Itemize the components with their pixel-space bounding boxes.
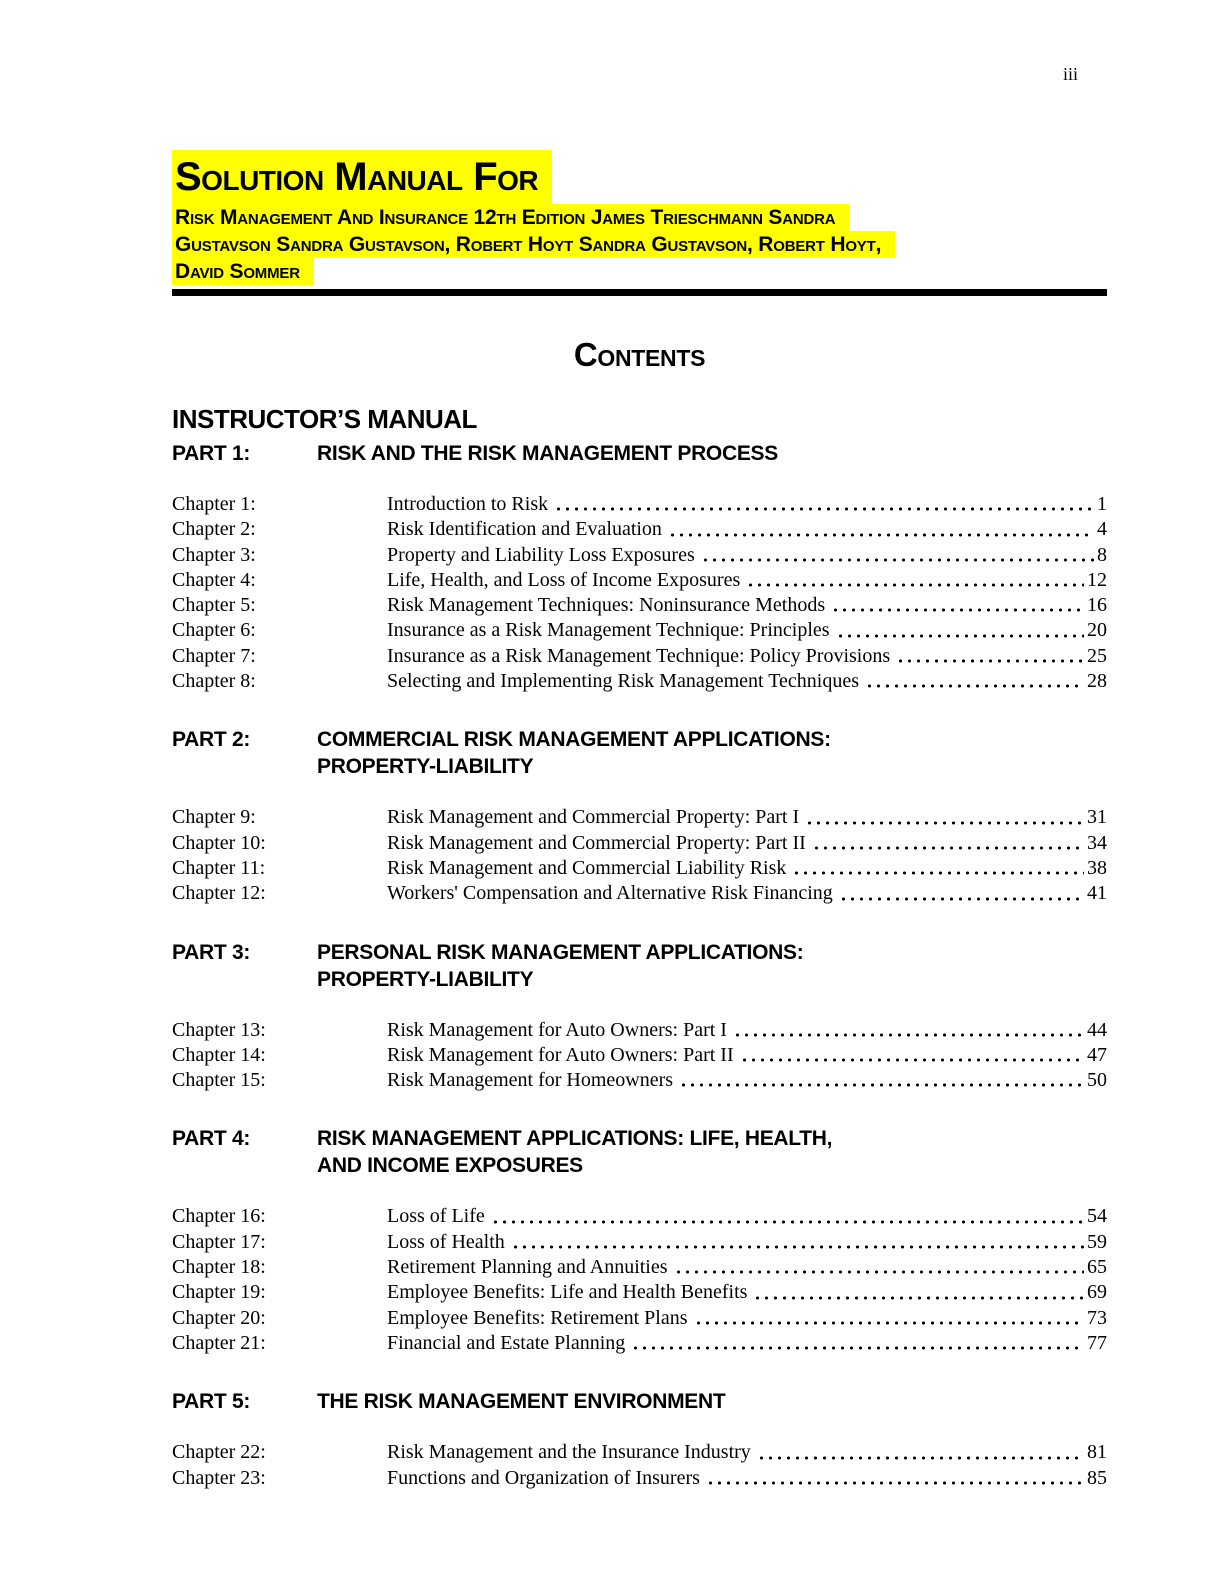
dot-leader [740, 1043, 1084, 1068]
chapter-label: Chapter 20: [172, 1306, 266, 1329]
part-heading [172, 440, 1107, 467]
chapter-label: Chapter 5: [172, 594, 256, 617]
header-divider [172, 289, 1107, 296]
part-label: PART 2: [172, 728, 251, 752]
chapter-page: 69 [1087, 1281, 1107, 1304]
part-title-line: RISK AND THE RISK MANAGEMENT PROCESS [317, 442, 778, 465]
chapter-list [172, 1018, 1107, 1094]
chapter-title: Loss of Health [387, 1230, 505, 1253]
toc-part-4 [172, 1125, 1107, 1356]
chapter-page: 59 [1087, 1230, 1107, 1253]
part-label: PART 1: [172, 442, 251, 465]
toc-entry [172, 1280, 1107, 1305]
toc-entry [172, 1306, 1107, 1331]
chapter-page: 38 [1087, 856, 1107, 879]
chapter-page: 77 [1087, 1331, 1107, 1354]
toc-entry [172, 568, 1107, 593]
chapter-title: Risk Management and Commercial Liability Risk [387, 856, 787, 879]
part-heading [172, 939, 1107, 993]
toc-entry [172, 1018, 1107, 1043]
chapter-label: Chapter 6: [172, 619, 256, 642]
dot-leader [831, 593, 1084, 618]
chapter-page: 4 [1097, 518, 1107, 541]
chapter-label: Chapter 4: [172, 568, 256, 591]
chapter-list [172, 492, 1107, 694]
chapter-page: 41 [1087, 882, 1107, 905]
chapter-label: Chapter 10: [172, 831, 266, 854]
chapter-title: Risk Management for Homeowners [387, 1069, 674, 1092]
chapter-label: Chapter 17: [172, 1230, 266, 1253]
chapter-title: Employee Benefits: Retirement Plans [387, 1306, 688, 1329]
part-title-line: THE RISK MANAGEMENT ENVIRONMENT [317, 1390, 726, 1414]
dot-leader [746, 568, 1084, 593]
part-label: PART 4: [172, 1127, 251, 1151]
chapter-page: 1 [1097, 493, 1107, 515]
chapter-title: Insurance as a Risk Management Technique: Principles [387, 619, 830, 642]
chapter-title: Risk Management Techniques: Noninsurance Methods [387, 594, 826, 617]
dot-leader [896, 644, 1084, 669]
chapter-label: Chapter 19: [172, 1281, 266, 1304]
part-title-line: PERSONAL RISK MANAGEMENT APPLICATIONS: [317, 940, 804, 964]
chapter-label: Chapter 3: [172, 543, 256, 566]
toc-entry [172, 593, 1107, 618]
toc-entry [172, 1204, 1107, 1229]
chapter-label: Chapter 16: [172, 1205, 266, 1228]
toc-entry [172, 1466, 1107, 1491]
chapter-page: 28 [1087, 670, 1107, 693]
chapter-page: 73 [1087, 1306, 1107, 1329]
chapter-title: Financial and Estate Planning [387, 1331, 626, 1354]
chapter-label: Chapter 13: [172, 1018, 266, 1041]
document-title-row [172, 150, 1107, 204]
toc-part-2 [172, 726, 1107, 906]
toc-entry [172, 856, 1107, 881]
chapter-label: Chapter 21: [172, 1331, 266, 1354]
chapter-label: Chapter 9: [172, 806, 256, 829]
dot-leader [694, 1306, 1085, 1331]
dot-leader [805, 805, 1084, 830]
dot-leader [733, 1018, 1084, 1043]
part-title-line: AND INCOME EXPOSURES [317, 1154, 583, 1178]
chapter-title: Workers' Compensation and Alternative Risk Financing [387, 882, 833, 905]
chapter-label: Chapter 14: [172, 1043, 266, 1066]
dot-leader [706, 1466, 1084, 1491]
dot-leader [701, 543, 1094, 568]
chapter-list [172, 1204, 1107, 1356]
dot-leader [554, 492, 1094, 517]
dot-leader [792, 856, 1084, 881]
toc-entry [172, 881, 1107, 906]
chapter-title: Risk Identification and Evaluation [387, 518, 662, 541]
dot-leader [757, 1440, 1084, 1465]
table-of-contents [172, 336, 1107, 1491]
document-subtitle-line: Risk Management And Insurance 12th Edition James Trieschmann Sandra [172, 204, 849, 231]
chapter-page: 31 [1087, 806, 1107, 829]
dot-leader [491, 1204, 1084, 1229]
dot-leader [836, 618, 1084, 643]
chapter-title: Risk Management for Auto Owners: Part I [387, 1018, 727, 1041]
chapter-title: Insurance as a Risk Management Technique: Policy Provisions [387, 644, 891, 667]
chapter-list [172, 1440, 1107, 1491]
dot-leader [753, 1280, 1084, 1305]
instructors-manual-heading: INSTRUCTOR’S MANUAL [172, 404, 477, 434]
chapter-title: Employee Benefits: Life and Health Benefits [387, 1281, 748, 1304]
toc-entry [172, 1331, 1107, 1356]
toc-part-5 [172, 1388, 1107, 1491]
chapter-page: 50 [1087, 1069, 1107, 1092]
chapter-label: Chapter 8: [172, 670, 256, 693]
part-title [317, 726, 831, 780]
contents-heading: Contents [573, 336, 706, 373]
chapter-title: Property and Liability Loss Exposures [387, 543, 695, 566]
document-title: Solution Manual For [172, 150, 552, 204]
part-title-line: PROPERTY-LIABILITY [317, 967, 534, 991]
chapter-label: Chapter 2: [172, 518, 256, 541]
chapter-title: Risk Management and Commercial Property: Part II [387, 831, 806, 854]
part-heading [172, 1388, 1107, 1415]
chapter-label: Chapter 15: [172, 1069, 266, 1092]
part-title-line: PROPERTY-LIABILITY [317, 755, 534, 779]
toc-entry [172, 618, 1107, 643]
chapter-label: Chapter 18: [172, 1256, 266, 1279]
chapter-label: Chapter 11: [172, 856, 266, 879]
toc-entry [172, 644, 1107, 669]
chapter-page: 54 [1087, 1205, 1107, 1228]
chapter-label: Chapter 7: [172, 644, 256, 667]
toc-entry [172, 1068, 1107, 1093]
chapter-page: 47 [1087, 1043, 1107, 1066]
chapter-label: Chapter 23: [172, 1466, 266, 1489]
chapter-page: 25 [1087, 644, 1107, 667]
toc-entry [172, 669, 1107, 694]
chapter-page: 85 [1087, 1466, 1107, 1489]
part-title [317, 1125, 832, 1179]
toc-entry [172, 543, 1107, 568]
chapter-title: Functions and Organization of Insurers [387, 1466, 700, 1489]
toc-entry [172, 1230, 1107, 1255]
document-subtitle-line: David Sommer [172, 258, 314, 285]
chapter-label: Chapter 22: [172, 1441, 266, 1464]
part-title [317, 440, 778, 467]
toc-part-1 [172, 440, 1107, 694]
document-subtitle-line: Gustavson Sandra Gustavson, Robert Hoyt Sandra Gustavson, Robert Hoyt, [172, 231, 895, 258]
toc-entry [172, 1043, 1107, 1068]
part-title-line: COMMERCIAL RISK MANAGEMENT APPLICATIONS: [317, 728, 831, 752]
chapter-list [172, 805, 1107, 906]
part-label: PART 5: [172, 1390, 251, 1414]
dot-leader [631, 1331, 1084, 1356]
chapter-title: Introduction to Risk [387, 493, 549, 515]
part-title-line: RISK MANAGEMENT APPLICATIONS: LIFE, HEALTH, [317, 1127, 833, 1151]
dot-leader [679, 1068, 1084, 1093]
chapter-title: Selecting and Implementing Risk Management Techniques [387, 670, 860, 693]
page-number: iii [1062, 64, 1078, 84]
toc-entry [172, 831, 1107, 856]
chapter-label: Chapter 12: [172, 882, 266, 905]
chapter-title: Retirement Planning and Annuities [387, 1256, 668, 1279]
chapter-title: Risk Management and Commercial Property: Part I [387, 806, 800, 829]
part-label: PART 3: [172, 940, 251, 964]
toc-entry [172, 805, 1107, 830]
toc-entry [172, 517, 1107, 542]
chapter-page: 44 [1087, 1018, 1107, 1041]
part-title [317, 939, 803, 993]
chapter-page: 8 [1097, 543, 1107, 566]
dot-leader [812, 831, 1084, 856]
dot-leader [674, 1255, 1084, 1280]
part-title [317, 1388, 725, 1415]
dot-leader [668, 517, 1094, 542]
chapter-page: 34 [1087, 831, 1107, 854]
toc-entry [172, 1255, 1107, 1280]
toc-entry [172, 492, 1107, 517]
chapter-page: 81 [1087, 1441, 1107, 1464]
document-subtitle [172, 204, 1107, 285]
chapter-page: 12 [1087, 568, 1107, 591]
chapter-page: 65 [1087, 1256, 1107, 1279]
document-header [172, 150, 1107, 296]
part-heading [172, 726, 1107, 780]
dot-leader [865, 669, 1084, 694]
chapter-title: Loss of Life [387, 1205, 485, 1228]
part-heading [172, 1125, 1107, 1179]
toc-part-3 [172, 939, 1107, 1094]
chapter-title: Risk Management for Auto Owners: Part II [387, 1043, 734, 1066]
dot-leader [511, 1230, 1084, 1255]
chapter-page: 20 [1087, 619, 1107, 642]
chapter-title: Life, Health, and Loss of Income Exposures [387, 568, 741, 591]
dot-leader [839, 881, 1084, 906]
chapter-page: 16 [1087, 594, 1107, 617]
chapter-title: Risk Management and the Insurance Industry [387, 1441, 751, 1464]
chapter-label: Chapter 1: [172, 493, 256, 515]
toc-entry [172, 1440, 1107, 1465]
